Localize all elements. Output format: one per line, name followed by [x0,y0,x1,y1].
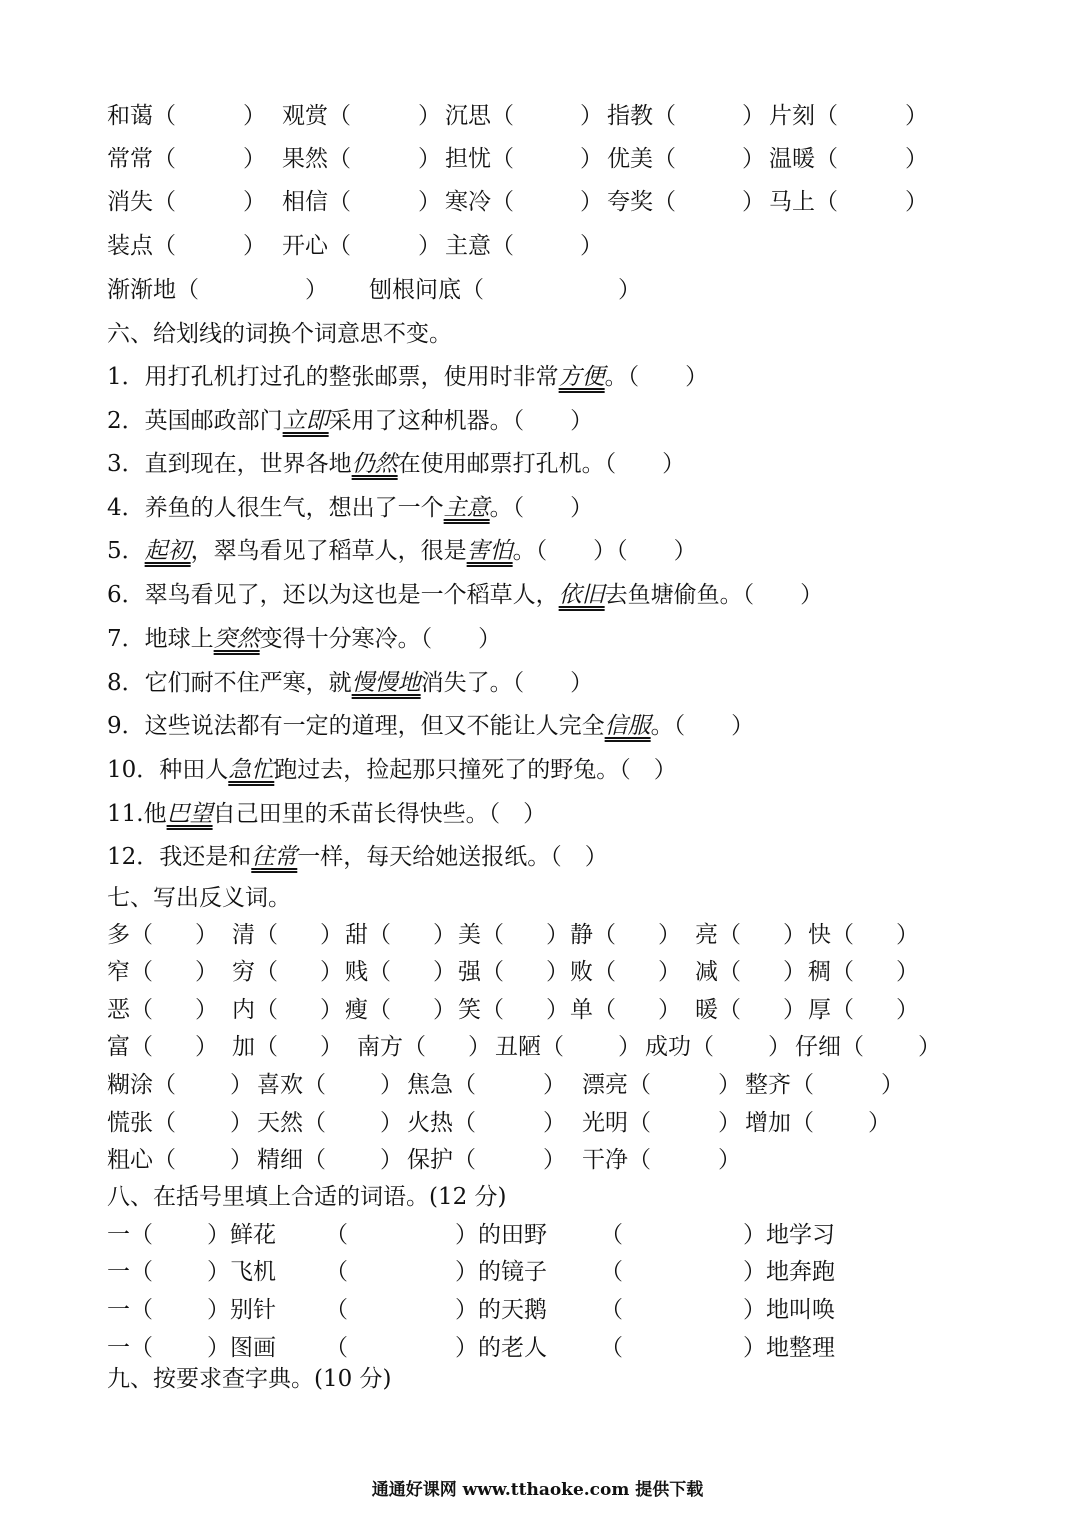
paren-close: ） [230,1072,253,1098]
paren-close: ） [433,959,456,985]
antonym-item: 火热（ [407,1110,476,1136]
paren-close: ） [718,1110,741,1136]
paren-close: ） [868,1110,891,1136]
fill-item: ）的天鹅 [455,1297,547,1323]
paren-close: ） [230,1147,253,1173]
paren-close: ） [918,1034,941,1060]
antonym-item: 内（ [232,997,278,1023]
word-item: 寒冷（ [445,189,514,215]
paren-close: ） [320,1034,343,1060]
antonym-item: 天然（ [257,1110,326,1136]
fill-item: ）的老人 [455,1335,547,1361]
fill-item: ）地学习 [743,1222,835,1248]
paren-close: ） [718,1072,741,1098]
antonym-item: 干净（ [582,1147,651,1173]
fill-item: ）地整理 [743,1335,835,1361]
fill-item: （ [600,1297,623,1323]
underlined-word: 巴望 [166,801,213,827]
paren-close: ） [896,959,919,985]
fill-item: ）飞机 [207,1259,276,1285]
fill-item: （ [325,1297,348,1323]
antonym-item: 焦急（ [407,1072,476,1098]
paren-close: ） [783,922,806,948]
antonym-item: 保护（ [407,1147,476,1173]
paren-close: ） [546,922,569,948]
word-item: 优美（ [607,146,676,172]
antonym-item: 快（ [808,922,854,948]
antonym-item: 粗心（ [107,1147,176,1173]
paren-close: ） [881,1072,904,1098]
word-item: 相信（ [282,189,351,215]
paren-close: ） [742,189,765,215]
underlined-word: 立即 [282,408,329,434]
word-item: 常常（ [107,146,176,172]
paren-close: ） [543,1147,566,1173]
question-9: 9．这些说法都有一定的道理，但又不能让人完全信服。（ ） [107,713,755,739]
paren-close: ） [905,103,928,129]
fill-item: ）图画 [207,1335,276,1361]
question-12: 12．我还是和往常一样，每天给她送报纸。（ ） [107,844,608,870]
paren-close: ） [418,189,441,215]
paren-close: ） [468,1034,491,1060]
paren-close: ） [543,1110,566,1136]
footer-credit: 通通好课网 www.tthaoke.com 提供下载 [371,1480,704,1500]
word-item: 和蔼（ [107,103,176,129]
word-item: 观赏（ [282,103,351,129]
paren-close: ） [546,959,569,985]
word-item: 刨根问底（ [369,277,484,303]
paren-close: ） [418,233,441,259]
word-item: 指教（ [607,103,676,129]
section7-title: 七、写出反义词。 [107,885,291,911]
paren-close: ） [905,189,928,215]
paren-close: ） [580,233,603,259]
underlined-word: 往常 [251,844,298,870]
word-item: 果然（ [282,146,351,172]
fill-item: （ [325,1335,348,1361]
fill-item: ）地奔跑 [743,1259,835,1285]
question-11: 11.他巴望自己田里的禾苗长得快些。（ ） [107,801,547,827]
antonym-item: 光明（ [582,1110,651,1136]
underlined-word: 信服 [604,713,651,739]
paren-close: ） [433,922,456,948]
paren-close: ） [320,959,343,985]
question-10: 10．种田人急忙跑过去，捡起那只撞死了的野兔。（ ） [107,757,677,783]
question-8: 8．它们耐不住严寒，就慢慢地消失了。（ ） [107,670,594,696]
paren-close: ） [418,103,441,129]
paren-close: ） [580,146,603,172]
fill-item: ）鲜花 [207,1222,276,1248]
antonym-item: 贱（ [345,959,391,985]
antonym-item: 加（ [232,1034,278,1060]
paren-close: ） [320,997,343,1023]
paren-close: ） [243,103,266,129]
antonym-item: 喜欢（ [257,1072,326,1098]
word-item: 担忧（ [445,146,514,172]
paren-close: ） [243,146,266,172]
paren-close: ） [783,997,806,1023]
antonym-item: 清（ [232,922,278,948]
antonym-item: 败（ [570,959,616,985]
paren-close: ） [580,103,603,129]
paren-close: ） [742,103,765,129]
paren-close: ） [380,1147,403,1173]
paren-close: ） [380,1110,403,1136]
word-item: 主意（ [445,233,514,259]
antonym-item: 强（ [458,959,504,985]
fill-item: 一（ [107,1222,153,1248]
word-item: 马上（ [769,189,838,215]
underlined-word: 方便 [558,364,605,390]
underlined-word: 突然 [213,626,260,652]
antonym-item: 恶（ [107,997,153,1023]
paren-close: ） [418,146,441,172]
question-3: 3．直到现在，世界各地仍然在使用邮票打孔机。（ ） [107,451,686,477]
fill-item: （ [325,1222,348,1248]
paren-close: ） [618,1034,641,1060]
paren-close: ） [243,189,266,215]
fill-item: ）地叫唤 [743,1297,835,1323]
paren-close: ） [768,1034,791,1060]
word-item: 沉思（ [445,103,514,129]
word-item: 消失（ [107,189,176,215]
question-7: 7．地球上突然变得十分寒冷。（ ） [107,626,502,652]
paren-close: ） [546,997,569,1023]
section6-title: 六、给划线的词换个词意思不变。 [107,321,452,347]
paren-close: ） [742,146,765,172]
underlined-word: 起初 [144,538,191,564]
paren-close: ） [896,997,919,1023]
underlined-word: 急忙 [228,757,275,783]
paren-close: ） [896,922,919,948]
word-item: 开心（ [282,233,351,259]
antonym-item: 成功（ [645,1034,714,1060]
word-item: 渐渐地（ [107,277,199,303]
fill-item: 一（ [107,1259,153,1285]
antonym-item: 南方（ [357,1034,426,1060]
antonym-item: 单（ [570,997,616,1023]
antonym-item: 静（ [570,922,616,948]
fill-item: ）的田野 [455,1222,547,1248]
underlined-word: 慢慢地 [351,670,421,696]
fill-item: ）的镜子 [455,1259,547,1285]
antonym-item: 仔细（ [795,1034,864,1060]
word-item: 装点（ [107,233,176,259]
antonym-item: 增加（ [745,1110,814,1136]
paren-close: ） [905,146,928,172]
paren-close: ） [195,997,218,1023]
paren-close: ） [618,277,641,303]
paren-close: ） [195,1034,218,1060]
paren-close: ） [580,189,603,215]
paren-close: ） [195,959,218,985]
paren-close: ） [380,1072,403,1098]
antonym-item: 窄（ [107,959,153,985]
fill-item: （ [600,1335,623,1361]
underlined-word: 仍然 [351,451,398,477]
antonym-item: 亮（ [695,922,741,948]
paren-close: ） [305,277,328,303]
question-5: 5．起初，翠鸟看见了稻草人，很是害怕。（ ）（ ） [107,538,697,564]
antonym-item: 糊涂（ [107,1072,176,1098]
antonym-item: 慌张（ [107,1110,176,1136]
fill-item: ）别针 [207,1297,276,1323]
antonym-item: 丑陋（ [495,1034,564,1060]
paren-close: ） [718,1147,741,1173]
paren-close: ） [658,959,681,985]
underlined-word: 依旧 [558,582,605,608]
paren-close: ） [658,922,681,948]
word-item: 夸奖（ [607,189,676,215]
paren-close: ） [230,1110,253,1136]
paren-close: ） [243,233,266,259]
antonym-item: 多（ [107,922,153,948]
question-6: 6．翠鸟看见了，还以为这也是一个稻草人，依旧去鱼塘偷鱼。（ ） [107,582,824,608]
underlined-word: 害怕 [466,538,513,564]
antonym-item: 瘦（ [345,997,391,1023]
antonym-item: 整齐（ [745,1072,814,1098]
word-item: 温暖（ [769,146,838,172]
paren-close: ） [433,997,456,1023]
question-1: 1．用打孔机打过孔的整张邮票，使用时非常方便。（ ） [107,364,709,390]
paren-close: ） [195,922,218,948]
fill-item: （ [325,1259,348,1285]
antonym-item: 富（ [107,1034,153,1060]
paren-close: ） [543,1072,566,1098]
section9-title: 九、按要求查字典。(10 分) [107,1366,392,1392]
antonym-item: 减（ [695,959,741,985]
antonym-item: 穷（ [232,959,278,985]
fill-item: 一（ [107,1297,153,1323]
antonym-item: 漂亮（ [582,1072,651,1098]
fill-item: 一（ [107,1335,153,1361]
antonym-item: 精细（ [257,1147,326,1173]
word-item: 片刻（ [769,103,838,129]
antonym-item: 稠（ [808,959,854,985]
antonym-item: 暖（ [695,997,741,1023]
underlined-word: 主意 [443,495,490,521]
fill-item: （ [600,1222,623,1248]
paren-close: ） [783,959,806,985]
fill-item: （ [600,1259,623,1285]
question-2: 2．英国邮政部门立即采用了这种机器。（ ） [107,408,594,434]
paren-close: ） [658,997,681,1023]
question-4: 4．养鱼的人很生气，想出了一个主意。（ ） [107,495,594,521]
antonym-item: 笑（ [458,997,504,1023]
antonym-item: 甜（ [345,922,391,948]
section8-title: 八、在括号里填上合适的词语。(12 分) [107,1184,507,1210]
paren-close: ） [320,922,343,948]
antonym-item: 厚（ [808,997,854,1023]
antonym-item: 美（ [458,922,504,948]
